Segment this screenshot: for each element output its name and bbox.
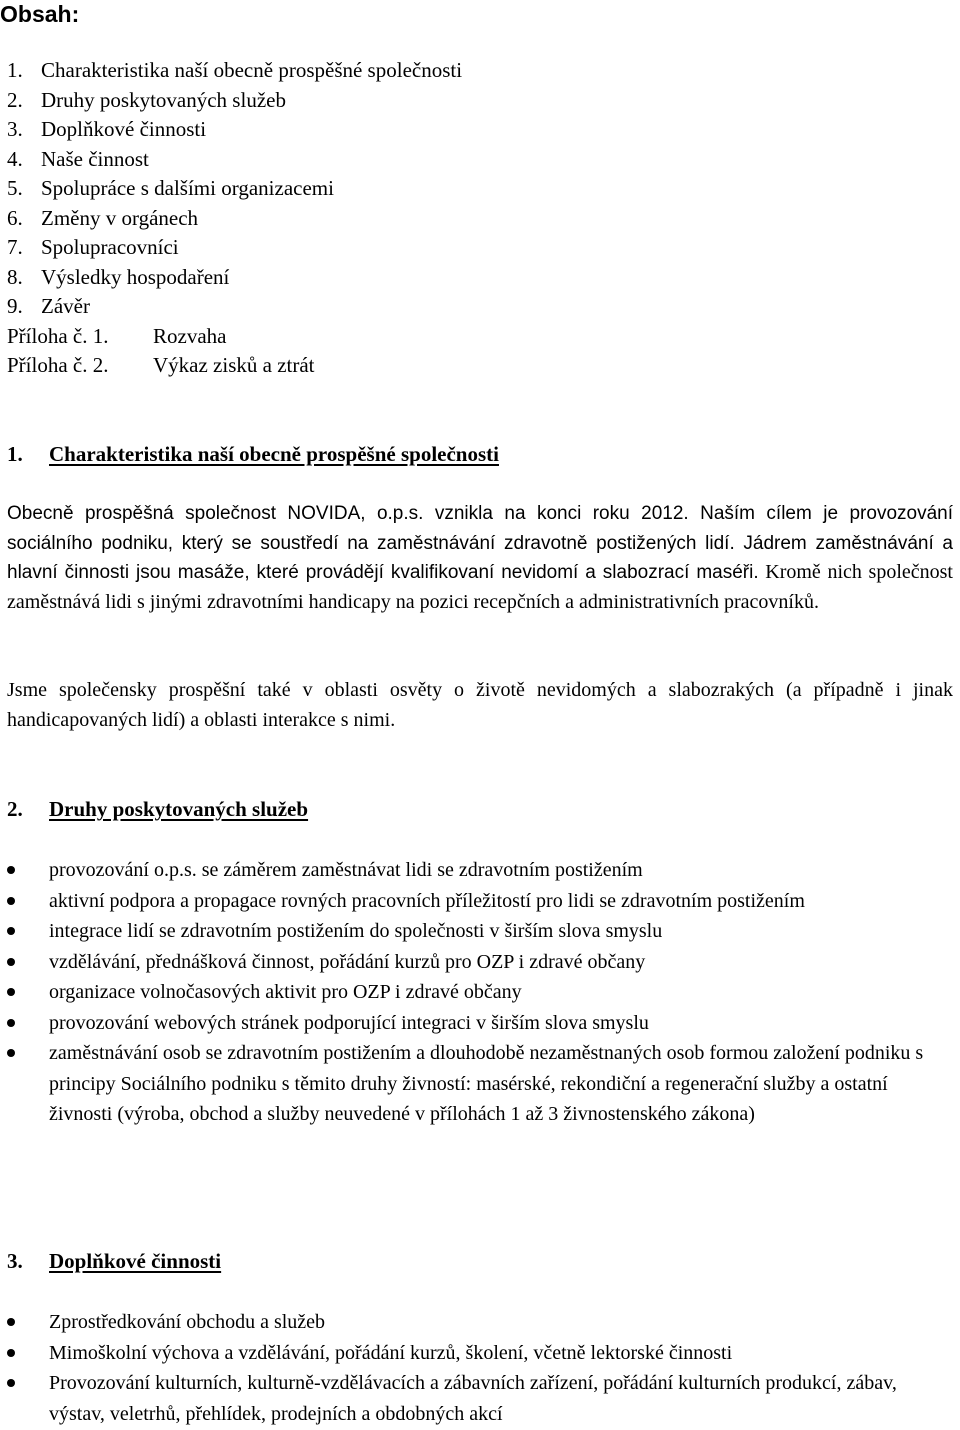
list-item-text: vzdělávání, přednášková činnost, pořádání kurzů pro OZP i zdravé občany (49, 950, 646, 973)
list-item-text: organizace volnočasových aktivit pro OZP i zdravé občany (49, 981, 522, 1003)
bullet-icon (7, 988, 15, 996)
toc-item-text: Druhy poskytovaných služeb (41, 87, 286, 112)
toc-item-text: Doplňkové činnosti (41, 117, 207, 141)
toc-item-text: Spolupracovníci (41, 235, 179, 259)
toc-item (7, 233, 462, 263)
list-item (7, 1368, 953, 1429)
list-item-text: provozování o.p.s. se záměrem zaměstnávat lidi se zdravotním postižením (49, 859, 643, 881)
list-item (7, 1307, 953, 1338)
supplementary-activities-list (7, 1307, 953, 1429)
list-item (7, 977, 953, 1008)
toc-appendix-label: Příloha č. 2. (7, 353, 109, 377)
list-item-text: integrace lidí se zdravotním postižením do společnosti v širším slova smyslu (49, 920, 663, 942)
toc-appendix (7, 322, 462, 352)
list-item (7, 886, 953, 917)
bullet-icon (7, 1019, 15, 1027)
section-number: 3. (7, 1249, 23, 1273)
section-2-heading (7, 795, 308, 823)
section-number: 2. (7, 797, 23, 821)
services-list (7, 855, 953, 1130)
bullet-icon (7, 897, 15, 905)
toc-item-number: 6. (7, 205, 23, 230)
toc-item (7, 86, 462, 116)
section-1-paragraph-1 (7, 499, 953, 617)
toc-item (7, 292, 462, 322)
list-item-text: Provozování kulturních, kulturně-vzdělávacích a zábavních zařízení, pořádání kulturních produkcí, zábav, výstav, veletrhů, přehlídek, prodejních a obdobných akcí (49, 1372, 897, 1425)
bullet-icon (7, 866, 15, 874)
toc-item (7, 145, 462, 175)
toc-appendix-label: Příloha č. 1. (7, 323, 109, 348)
toc-appendix-text: Rozvaha (153, 323, 227, 348)
toc-item (7, 56, 462, 86)
section-1-paragraph-2 (7, 676, 953, 735)
paragraph-text: Jsme společensky prospěšní také v oblasti osvěty o životě nevidomých a slabozrakých (a případně i jinak handicapovaných lidí) a oblasti interakce s nimi. (7, 679, 953, 731)
section-title: Charakteristika naší obecně prospěšné společnosti (49, 442, 499, 466)
toc-item (7, 263, 462, 293)
list-item (7, 1038, 953, 1130)
toc-item-number: 1. (7, 58, 23, 82)
paragraph-text: Obecně prospěšná společnost NOVIDA, o.p.s. vznikla na konci roku 2012. (7, 503, 689, 524)
list-item-text: Mimoškolní výchova a vzdělávání, pořádání kurzů, školení, včetně lektorské činnosti (49, 1341, 733, 1364)
toc-item-text: Spolupráce s dalšími organizacemi (41, 176, 334, 200)
list-item-text: aktivní podpora a propagace rovných pracovních příležitostí pro lidi se zdravotním postižením (49, 889, 805, 912)
section-number: 1. (7, 442, 23, 466)
section-3-heading (7, 1247, 221, 1275)
toc-item-text: Závěr (41, 294, 90, 318)
toc-item-number: 9. (7, 294, 23, 318)
bullet-icon (7, 958, 15, 966)
toc-item-number: 2. (7, 87, 23, 112)
toc-appendix-text: Výkaz zisků a ztrát (153, 353, 315, 377)
toc-item-number: 4. (7, 146, 23, 171)
list-item-text: provozování webových stránek podporující integraci v širším slova smyslu (49, 1011, 649, 1034)
toc-item-number: 8. (7, 264, 23, 289)
list-item-text: Zprostředkování obchodu a služeb (49, 1311, 326, 1333)
list-item (7, 855, 953, 886)
bullet-icon (7, 1318, 15, 1326)
toc-item (7, 115, 462, 145)
toc-item (7, 174, 462, 204)
toc-item-text: Naše činnost (41, 146, 149, 171)
bullet-icon (7, 1049, 15, 1057)
toc-item-number: 3. (7, 117, 23, 141)
toc-item-text: Charakteristika naší obecně prospěšné společnosti (41, 58, 463, 82)
paragraph-text: Kromě nich společnost zaměstnává lidi s jinými zdravotními handicapy na pozici recepčních a administrativních pracovníků. (7, 561, 953, 613)
toc-item-text: Změny v orgánech (41, 205, 199, 230)
bullet-icon (7, 1349, 15, 1357)
table-of-contents (7, 56, 462, 381)
toc-appendix (7, 351, 462, 381)
paragraph-text: Naším cílem je provozování sociálního podniku, který se soustředí na zaměstnávání zdravotně postižených lidí. Jádrem zaměstnávání a hlavní činnosti jsou masáže, které provádějí kvalifikovaní nevidomí a slabozrací maséři. (7, 503, 953, 584)
contents-title: Obsah: (0, 1, 80, 27)
toc-item-text: Výsledky hospodaření (41, 264, 230, 289)
section-title: Druhy poskytovaných služeb (49, 797, 309, 821)
list-item (7, 916, 953, 947)
list-item (7, 1008, 953, 1039)
section-title: Doplňkové činnosti (49, 1249, 222, 1273)
bullet-icon (7, 1379, 15, 1387)
list-item (7, 1338, 953, 1369)
section-1-heading (7, 440, 499, 468)
toc-item-number: 7. (7, 235, 23, 259)
bullet-icon (7, 927, 15, 935)
toc-item (7, 204, 462, 234)
toc-item-number: 5. (7, 176, 23, 200)
list-item-text: zaměstnávání osob se zdravotním postižením a dlouhodobě nezaměstnaných osob formou založení podniku s principy Sociálního podniku s těmito druhy živností: masérské, rekondiční a regenerační služby a ostatní živnosti (výroba, obchod a služby neuvedené v přílohách 1 až 3 živnostenského zákona) (49, 1042, 924, 1125)
list-item (7, 947, 953, 978)
